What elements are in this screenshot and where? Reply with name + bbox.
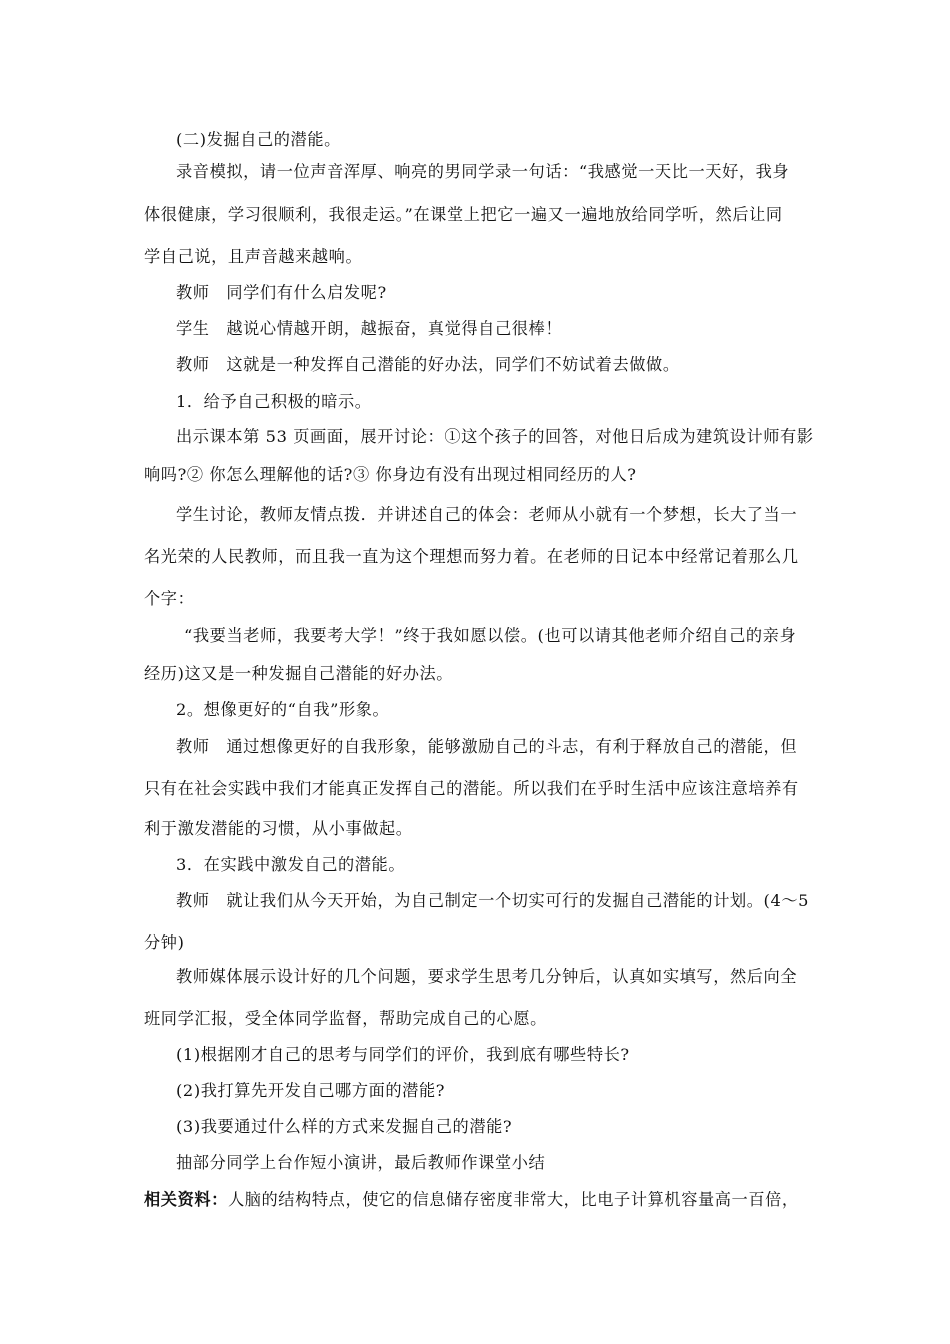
paragraph-line: 利于激发潜能的习惯，从小事做起。	[144, 819, 413, 838]
paragraph-line: “我要当老师，我要考大学！”终于我如愿以偿。(也可以请其他老师介绍自己的亲身	[184, 626, 797, 645]
paragraph-line: 名光荣的人民教师，而且我一直为这个理想而努力着。在老师的日记本中经常记着那么几	[144, 547, 799, 566]
paragraph-line: 分钟)	[144, 933, 185, 952]
paragraph-line: 班同学汇报，受全体同学监督，帮助完成自己的心愿。	[144, 1009, 547, 1028]
paragraph-line: 学生讨论，教师友情点拨．并讲述自己的体会：老师从小就有一个梦想，长大了当一	[176, 505, 798, 524]
related-materials-label: 相关资料：	[144, 1190, 228, 1209]
related-materials-line	[144, 1190, 824, 1210]
paragraph-line: 出示课本第 53 页画面，展开讨论：①这个孩子的回答，对他日后成为建筑设计师有影	[176, 427, 814, 446]
related-materials-text: 人脑的结构特点，使它的信息储存密度非常大，比电子计算机容量高一百倍，	[227, 1190, 799, 1209]
question-item: (2)我打算先开发自己哪方面的潜能?	[176, 1081, 446, 1100]
subheading: 2。想像更好的“自我”形象。	[176, 700, 390, 719]
paragraph-line: 只有在社会实践中我们才能真正发挥自己的潜能。所以我们在乎时生活中应该注意培养有	[144, 779, 799, 798]
paragraph-line: 抽部分同学上台作短小演讲，最后教师作课堂小结	[176, 1153, 546, 1172]
paragraph-line: 体很健康，学习很顺利，我很走运。”在课堂上把它一遍又一遍地放给同学听，然后让同	[144, 205, 783, 224]
question-item: (1)根据刚才自己的思考与同学们的评价，我到底有哪些特长?	[176, 1045, 630, 1064]
dialogue-line: 学生 越说心情越开朗，越振奋，真觉得自己很棒！	[176, 319, 563, 338]
paragraph-line: 教师 就让我们从今天开始，为自己制定一个切实可行的发掘自己潜能的计划。(4～5	[176, 891, 810, 910]
paragraph-line: 录音模拟，请一位声音浑厚、响亮的男同学录一句话：“我感觉一天比一天好，我身	[176, 162, 790, 181]
dialogue-line: 教师 同学们有什么启发呢?	[176, 283, 387, 302]
dialogue-line: 教师 这就是一种发挥自己潜能的好办法，同学们不妨试着去做做。	[176, 355, 680, 374]
paragraph-line: 学自己说，且声音越来越响。	[144, 247, 363, 266]
subheading: 1．给予自己积极的暗示。	[176, 392, 372, 411]
paragraph-line: 教师媒体展示设计好的几个问题，要求学生思考几分钟后，认真如实填写，然后向全	[176, 967, 798, 986]
paragraph-line: 响吗?② 你怎么理解他的话?③ 你身边有没有出现过相同经历的人?	[144, 465, 637, 484]
section-heading: (二)发掘自己的潜能。	[176, 130, 341, 149]
question-item: (3)我要通过什么样的方式来发掘自己的潜能?	[176, 1117, 513, 1136]
subheading: 3．在实践中激发自己的潜能。	[176, 855, 406, 874]
paragraph-line: 个字：	[144, 589, 195, 608]
paragraph-line: 教师 通过想像更好的自我形象，能够激励自己的斗志，有利于释放自己的潜能，但	[176, 737, 798, 756]
paragraph-line: 经历)这又是一种发掘自己潜能的好办法。	[144, 664, 454, 683]
